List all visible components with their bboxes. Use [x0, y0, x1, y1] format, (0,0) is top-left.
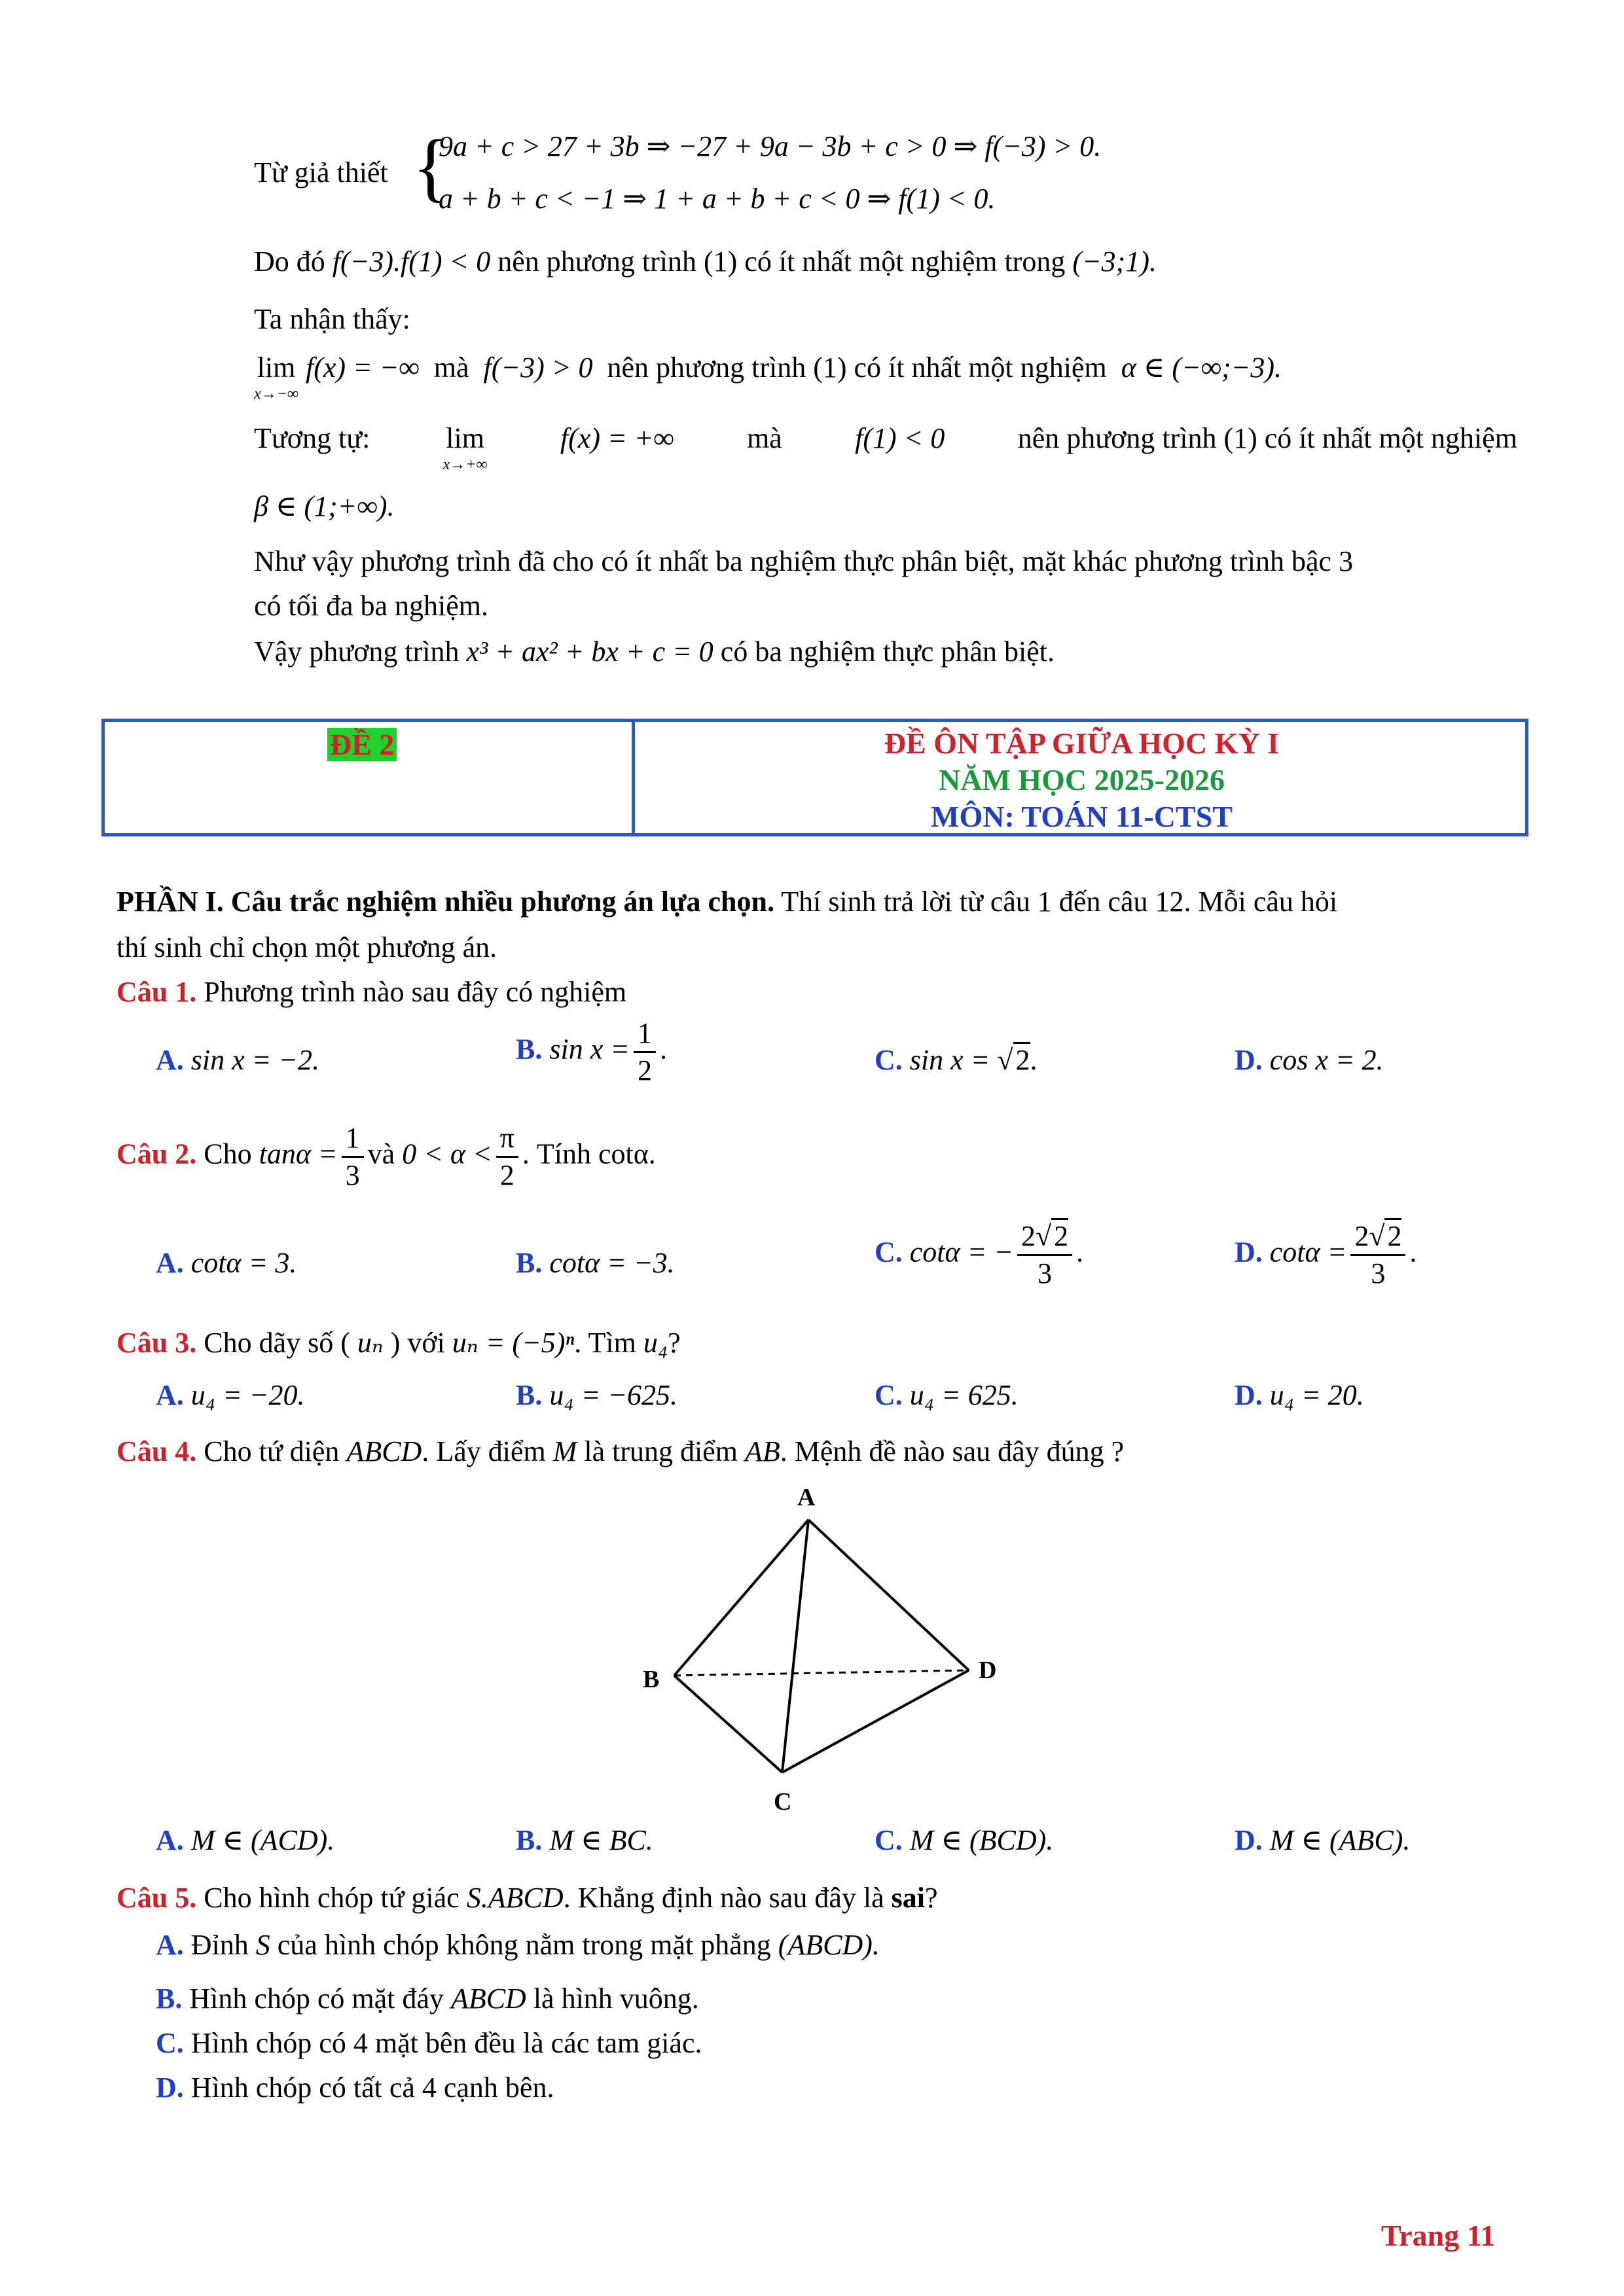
edge-ab [674, 1520, 808, 1676]
q3-label: Câu 3. [117, 1327, 197, 1359]
q5-c-text: Hình chóp có 4 mặt bên đều là các tam giác. [190, 2027, 702, 2059]
q5-a-plane: (ABCD). [778, 1929, 880, 1961]
line10-expr: x³ + ax² + bx + c = 0 [466, 636, 713, 668]
edge-bc [674, 1676, 782, 1772]
q3-c-label: C. [875, 1379, 903, 1411]
q4-d-text: M ∈ (ABC). [1269, 1824, 1411, 1856]
q5-b-post: là hình vuông. [533, 1982, 699, 2015]
line3-text-a: Do đó [254, 245, 325, 278]
line6-text: nên phương trình (1) có ít nhất một nghiệm [1017, 422, 1517, 454]
q3-b-text: u₄ = −625. [549, 1379, 678, 1411]
part1-title: PHẦN I. Câu trắc nghiệm nhiều phương án lựa chọn. [117, 886, 774, 918]
q2-a-label: A. [156, 1247, 184, 1279]
q4-option-d[interactable] [1235, 1822, 1410, 1859]
line3-interval: (−3;1). [1072, 245, 1157, 278]
q2-cho: Cho [204, 1138, 252, 1170]
q5-a-label: A. [156, 1929, 184, 1961]
line6-ma: mà [747, 422, 782, 454]
edge-ad [808, 1520, 969, 1670]
line5-cond: f(−3) > 0 [483, 351, 593, 384]
vertex-a-label: A [797, 1484, 816, 1511]
q2-tail: . Tính cotα. [522, 1138, 656, 1170]
q4-a-text: M ∈ (ACD). [190, 1824, 335, 1856]
q1-option-c[interactable]: C. sin x = √2. [875, 1042, 1038, 1079]
q4-a-label: A. [156, 1824, 184, 1856]
q3-b-label: B. [516, 1379, 543, 1411]
q2-va: và [367, 1138, 395, 1170]
system-brace: { [412, 124, 450, 209]
q3-text-c: . Tìm [574, 1327, 636, 1359]
line6-text-a: Tương tự: [254, 422, 370, 454]
q2-c-frac: $\frac{2√2}{3}$ [1017, 1219, 1072, 1291]
q4-option-a[interactable] [156, 1822, 334, 1859]
line6-lim-sub: x→+∞ [442, 456, 488, 473]
q5-option-b[interactable] [156, 1981, 699, 2017]
q3-option-d[interactable] [1235, 1377, 1364, 1414]
part1-text-1: Thí sinh trả lời từ câu 1 đến câu 12. Mỗi câu hỏi [781, 886, 1338, 918]
line6-lim: lim [446, 422, 484, 454]
q1-d-label: D. [1235, 1044, 1263, 1076]
q4-abcd: ABCD [346, 1435, 422, 1467]
q1-option-d[interactable] [1235, 1042, 1384, 1079]
q3-target: u₄ [643, 1327, 668, 1359]
q2-option-b[interactable] [516, 1245, 675, 1282]
q1-b-frac: $\frac{1}{2}$ [634, 1016, 656, 1088]
q2-tan-frac: $\frac{1}{3}$ [342, 1121, 364, 1193]
edge-ac [782, 1520, 808, 1772]
q3-c-text: u₄ = 625. [909, 1379, 1019, 1411]
q4-option-b[interactable] [516, 1822, 653, 1859]
q4-ab: AB [744, 1435, 780, 1467]
q1-b-pre: sin x = [549, 1033, 630, 1066]
q1-c-label: C. [875, 1044, 903, 1076]
line10-text-a: Vậy phương trình [254, 636, 460, 668]
line3-expr: f(−3).f(1) < 0 [332, 245, 491, 278]
q3-text-a: Cho dãy số ( [204, 1327, 350, 1359]
q4-stem [117, 1433, 1124, 1470]
q4-c-label: C. [875, 1824, 903, 1856]
q4-option-c[interactable] [875, 1822, 1053, 1859]
vertex-c-label: C [774, 1788, 792, 1816]
exam-year: NĂM HỌC 2025-2026 [939, 763, 1225, 797]
line5-ma: mà [433, 351, 469, 384]
exam-code: ĐỀ 2 [327, 726, 397, 763]
page-number: Trang 11 [1381, 2219, 1496, 2252]
q5-sabcd: S.ABCD [466, 1882, 564, 1914]
q2-d-label: D. [1235, 1236, 1263, 1268]
q3-d-text: u₄ = 20. [1269, 1379, 1364, 1411]
q5-text-c: ? [924, 1882, 938, 1914]
q1-text: Phương trình nào sau đây có nghiệm [204, 976, 627, 1008]
exam-title: ĐỀ ÔN TẬP GIỮA HỌC KỲ I [884, 726, 1280, 760]
part1-line-1 [117, 884, 1337, 920]
q1-c-pre: sin x = [909, 1044, 990, 1076]
line5-lim: lim [257, 351, 296, 384]
q5-c-label: C. [156, 2027, 184, 2059]
q5-option-d[interactable] [156, 2070, 554, 2106]
q3-text-b: ) với [390, 1327, 445, 1359]
q3-option-a[interactable] [156, 1377, 304, 1414]
q2-d-pre: cotα = [1269, 1236, 1347, 1268]
q2-range-frac: $\frac{\pi}{2}$ [496, 1121, 518, 1193]
line5-lim-sub: x→−∞ [254, 386, 298, 403]
q5-d-label: D. [156, 2072, 184, 2104]
q1-stem [117, 974, 626, 1011]
q2-option-a[interactable] [156, 1245, 297, 1282]
q5-label: Câu 5. [117, 1882, 197, 1914]
q3-d-label: D. [1235, 1379, 1263, 1411]
q4-c-text: M ∈ (BCD). [909, 1824, 1054, 1856]
solution-line-5 [254, 350, 1282, 402]
q4-b-label: B. [516, 1824, 543, 1856]
q1-d-text: cos x = 2. [1269, 1044, 1384, 1076]
solution-line-8: Như vậy phương trình đã cho có ít nhất ba nghiệm thực phân biệt, mặt khác phương trình bậc 3 [254, 545, 1354, 577]
q5-b-label: B. [156, 1982, 183, 2015]
q5-a-s: S [255, 1929, 270, 1961]
q1-c-radicand: 2 [1013, 1042, 1030, 1076]
solution-line-6 [254, 420, 1517, 473]
q2-d-frac: $\frac{2√2}{3}$ [1350, 1219, 1405, 1291]
q3-option-b[interactable] [516, 1377, 677, 1414]
system-line-1: 9a + c > 27 + 3b ⇒ −27 + 9a − 3b + c > 0 ⇒ f(−3) > 0. [439, 130, 1102, 162]
q4-text-b: . Lấy điểm [422, 1435, 546, 1467]
q4-b-text: M ∈ BC. [549, 1824, 653, 1856]
q5-b-pre: Hình chóp có mặt đáy [189, 1982, 444, 2015]
q5-stem [117, 1880, 938, 1916]
q1-a-text: sin x = −2. [190, 1044, 320, 1076]
line5-expr: f(x) = −∞ [305, 351, 420, 384]
q3-a-text: u₄ = −20. [190, 1379, 305, 1411]
q4-label: Câu 4. [117, 1435, 197, 1467]
solution-line-3 [254, 243, 1157, 280]
q3-text-d: ? [668, 1327, 681, 1359]
q1-a-label: A. [156, 1044, 184, 1076]
q3-stem [117, 1325, 681, 1361]
q5-a-pre: Đỉnh [190, 1929, 249, 1961]
q4-text-c: là trung điểm [584, 1435, 738, 1467]
from-hyp-label: Từ giả thiết [254, 156, 388, 188]
q3-a-label: A. [156, 1379, 184, 1411]
q3-option-c[interactable] [875, 1377, 1019, 1414]
vertex-d-label: D [979, 1657, 997, 1684]
edge-bd-hidden [674, 1670, 969, 1676]
q5-text-a: Cho hình chóp tứ giác [204, 1882, 460, 1914]
line5-text: nên phương trình (1) có ít nhất một nghiệm [607, 351, 1107, 384]
q5-option-c[interactable] [156, 2025, 702, 2062]
line10-text-b: có ba nghiệm thực phân biệt. [720, 636, 1055, 668]
solution-line-7: β ∈ (1;+∞). [254, 490, 395, 522]
q2-b-text: cotα = −3. [549, 1247, 675, 1279]
q2-c-label: C. [875, 1236, 903, 1268]
line6-cond: f(1) < 0 [855, 422, 945, 454]
q1-option-b[interactable]: B. sin x = $\frac{1}{2}$ . [516, 1016, 667, 1088]
q5-sai: sai [891, 1882, 925, 1914]
q5-b-abcd: ABCD [450, 1982, 526, 2015]
q4-d-label: D. [1235, 1824, 1263, 1856]
q2-option-c[interactable]: C. cotα = − $\frac{2√2}{3}$ . [875, 1219, 1083, 1291]
vertex-b-label: B [643, 1666, 660, 1693]
solution-line-10 [254, 634, 1055, 670]
q2-a-text: cotα = 3. [190, 1247, 297, 1279]
q2-b-label: B. [516, 1247, 543, 1279]
q2-tan-pre: tanα = [259, 1138, 338, 1170]
line3-text-b: nên phương trình (1) có ít nhất một nghiệm trong [497, 245, 1066, 278]
q2-label: Câu 2. [117, 1138, 197, 1170]
q4-m: M [552, 1435, 577, 1467]
q2-option-d[interactable]: D. cotα = $\frac{2√2}{3}$ . [1235, 1219, 1416, 1291]
q1-option-a[interactable] [156, 1042, 319, 1079]
solution-line-9: có tối đa ba nghiệm. [254, 590, 489, 622]
system-line-2: a + b + c < −1 ⇒ 1 + a + b + c < 0 ⇒ f(1) < 0. [439, 183, 996, 215]
edge-cd [782, 1670, 969, 1772]
q2-stem [117, 1121, 656, 1193]
solution-line-4: Ta nhận thấy: [254, 303, 410, 335]
exam-subject: MÔN: TOÁN 11-CTST [931, 800, 1233, 833]
line5-root: α ∈ (−∞;−3). [1121, 351, 1282, 384]
q5-text-b: . Khẳng định nào sau đây là [563, 1882, 884, 1914]
q5-d-text: Hình chóp có tất cả 4 cạnh bên. [190, 2072, 554, 2104]
q5-option-a[interactable] [156, 1927, 880, 1964]
part1-line-2: thí sinh chỉ chọn một phương án. [117, 931, 497, 963]
q5-a-mid: của hình chóp không nằm trong mặt phẳng [277, 1929, 771, 1961]
q2-c-pre: cotα = − [909, 1236, 1014, 1268]
q3-def: uₙ = (−5)ⁿ [452, 1327, 575, 1359]
q1-label: Câu 1. [117, 976, 197, 1008]
q4-text-d: . Mệnh đề nào sau đây đúng ? [780, 1435, 1125, 1467]
q2-range-pre: 0 < α < [402, 1138, 492, 1170]
q3-un: uₙ [357, 1327, 384, 1359]
line6-expr: f(x) = +∞ [560, 422, 674, 454]
q4-text-a: Cho tứ diện [204, 1435, 340, 1467]
q1-b-label: B. [516, 1033, 543, 1066]
tetrahedron-figure [628, 1479, 1008, 1820]
